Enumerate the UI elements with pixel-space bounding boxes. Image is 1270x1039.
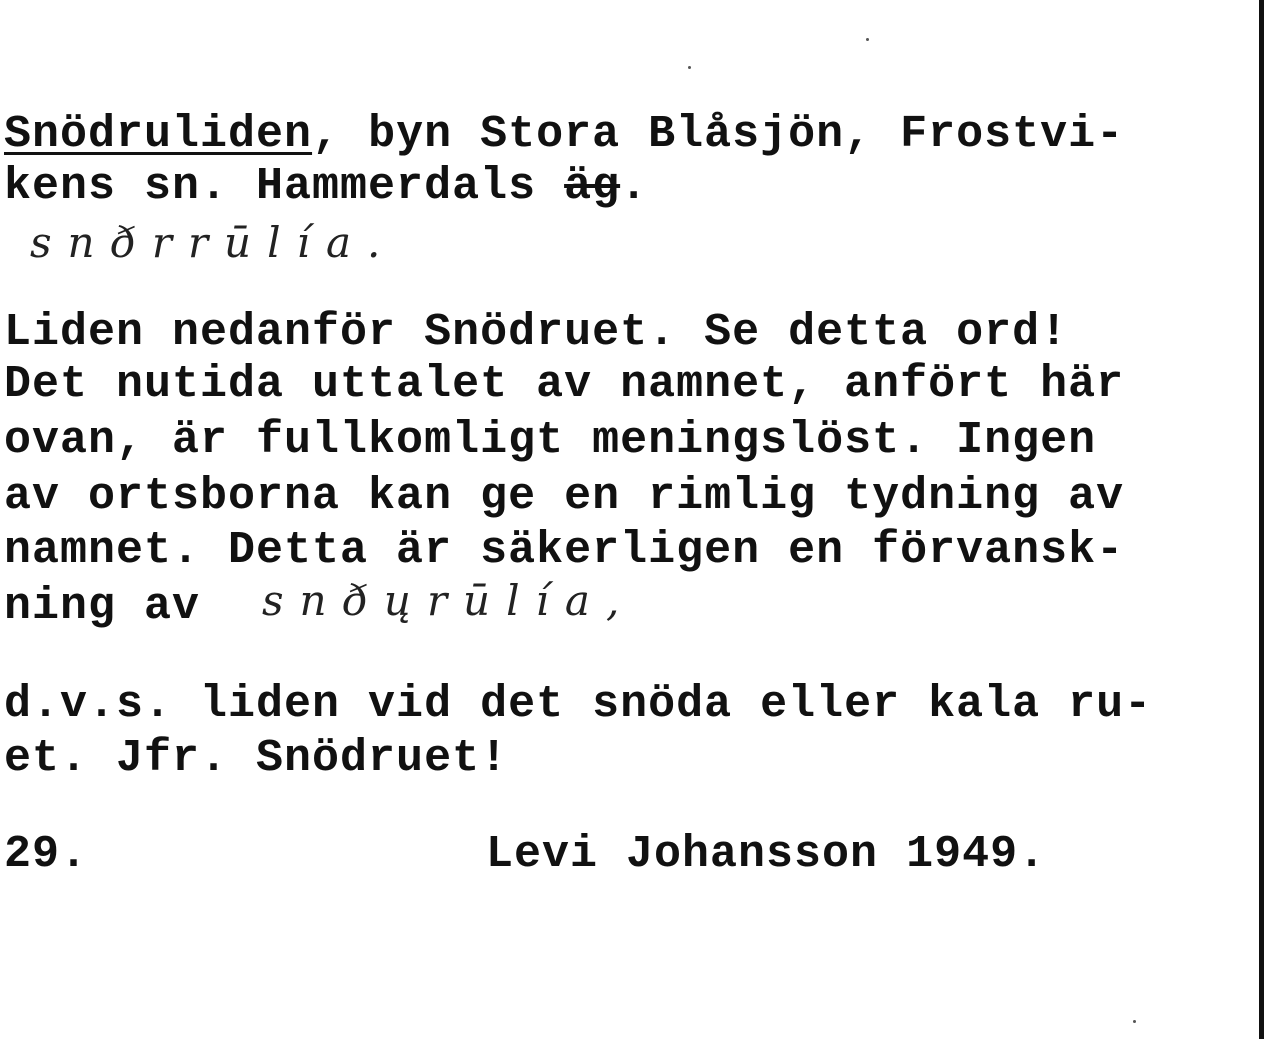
speck <box>866 38 869 41</box>
card-number: 29. <box>4 829 89 880</box>
place-name: Snödruliden <box>4 109 313 160</box>
struck-abbreviation: äg <box>564 161 621 212</box>
speck <box>688 66 691 69</box>
card-edge-line <box>1259 0 1264 1039</box>
explanation-line-2: et. Jfr. Snödruet! <box>4 733 509 784</box>
body-line-3: ovan, är fullkomligt meningslöst. Ingen <box>4 415 1097 466</box>
header-line-2 <box>4 161 649 212</box>
header-line-1 <box>4 109 1125 160</box>
speck <box>1133 1020 1136 1023</box>
body-line-4: av ortsborna kan ge en rimlig tydning av <box>4 471 1125 522</box>
author-year: Levi Johansson 1949. <box>486 829 1047 880</box>
body-line-5: namnet. Detta är säkerligen en förvansk- <box>4 525 1125 576</box>
explanation-line-1: d.v.s. liden vid det snöda eller kala ru- <box>4 679 1153 730</box>
phonetic-transcription-2: snðųrūlía, <box>262 576 636 625</box>
body-line-1: Liden nedanför Snödruet. Se detta ord! <box>4 307 1069 358</box>
body-line-6: ning av <box>4 581 229 632</box>
header-line-2-end: . <box>620 161 649 212</box>
header-line-2-text: kens sn. Hammerdals <box>4 161 565 212</box>
body-line-2: Det nutida uttalet av namnet, anfört här <box>4 359 1125 410</box>
phonetic-transcription-1: snðrrūlía. <box>30 218 397 267</box>
header-line-1-rest: , byn Stora Blåsjön, Frostvi- <box>312 109 1125 160</box>
